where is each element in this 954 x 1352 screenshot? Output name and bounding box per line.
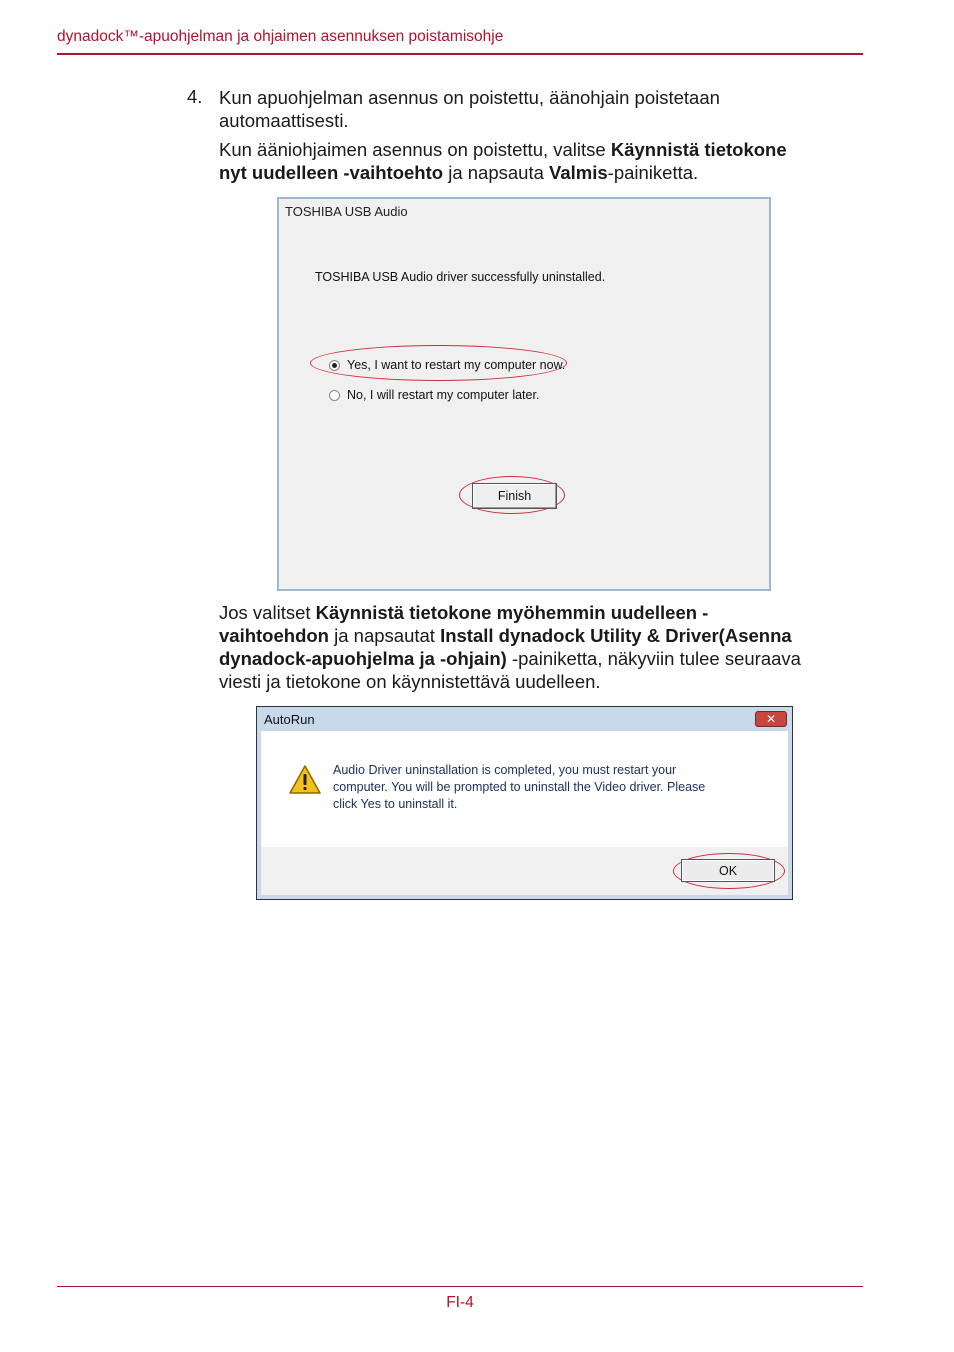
para2-bold-2: vaihtoehdon xyxy=(219,625,329,646)
radio-restart-later[interactable] xyxy=(329,388,539,402)
header-divider xyxy=(57,53,863,55)
radio-button-selected-icon[interactable] xyxy=(329,360,340,371)
step-line-1: Kun apuohjelman asennus on poistettu, äänohjain poistetaan xyxy=(219,87,720,108)
message-line-1: Audio Driver uninstallation is completed, you must restart your xyxy=(333,763,677,777)
para2-text-1: Jos valitset xyxy=(219,602,316,623)
para1-bold-2: nyt uudelleen -vaihtoehto xyxy=(219,162,444,183)
dialog-title: AutoRun xyxy=(264,712,315,727)
instruction-paragraph-2 xyxy=(219,601,864,693)
step-line-2: automaattisesti. xyxy=(219,110,349,131)
message-line-3: click Yes to uninstall it. xyxy=(333,797,458,811)
para2-text-4: viesti ja tietokone on käynnistettävä uudelleen. xyxy=(219,671,601,692)
step-number: 4. xyxy=(187,86,203,107)
para2-bold-4: dynadock-apuohjelma ja -ohjain) xyxy=(219,648,507,669)
page-header-title: dynadock™-apuohjelman ja ohjaimen asennuksen poistamisohje xyxy=(57,28,504,45)
para2-bold-1: Käynnistä tietokone myöhemmin uudelleen - xyxy=(315,602,709,623)
uninstall-success-message: TOSHIBA USB Audio driver successfully uninstalled. xyxy=(315,270,606,284)
para1-text-2: ja napsauta xyxy=(443,162,550,183)
close-button[interactable] xyxy=(755,711,787,727)
para2-text-2: ja napsautat xyxy=(328,625,441,646)
para2-bold-3: Install dynadock Utility & Driver(Asenna xyxy=(440,625,792,646)
page-number: FI-4 xyxy=(446,1294,474,1311)
step-text xyxy=(219,86,864,132)
message-line-2: computer. You will be prompted to uninstall the Video driver. Please xyxy=(333,780,706,794)
autorun-dialog xyxy=(256,706,793,900)
warning-icon xyxy=(288,764,322,795)
para1-bold-3: Valmis xyxy=(549,162,608,183)
radio-button-icon[interactable] xyxy=(329,390,340,401)
footer-divider xyxy=(57,1286,863,1287)
radio-restart-now-label: Yes, I want to restart my computer now. xyxy=(347,358,566,372)
autorun-message xyxy=(333,762,763,813)
dialog-title: TOSHIBA USB Audio xyxy=(285,204,408,219)
para2-text-3: -painiketta, näkyviin tulee seuraava xyxy=(506,648,801,669)
instruction-paragraph-1 xyxy=(219,138,864,184)
close-icon: ✕ xyxy=(765,712,777,726)
radio-restart-later-label: No, I will restart my computer later. xyxy=(347,388,540,402)
radio-restart-now[interactable] xyxy=(329,358,565,372)
finish-button[interactable]: Finish xyxy=(472,483,557,509)
para1-text-1: Kun ääniohjaimen asennus on poistettu, valitse xyxy=(219,139,611,160)
ok-button[interactable]: OK xyxy=(681,859,775,882)
toshiba-usb-audio-dialog xyxy=(277,197,771,591)
para1-bold-1: Käynnistä tietokone xyxy=(610,139,787,160)
para1-text-3: -painiketta. xyxy=(607,162,699,183)
